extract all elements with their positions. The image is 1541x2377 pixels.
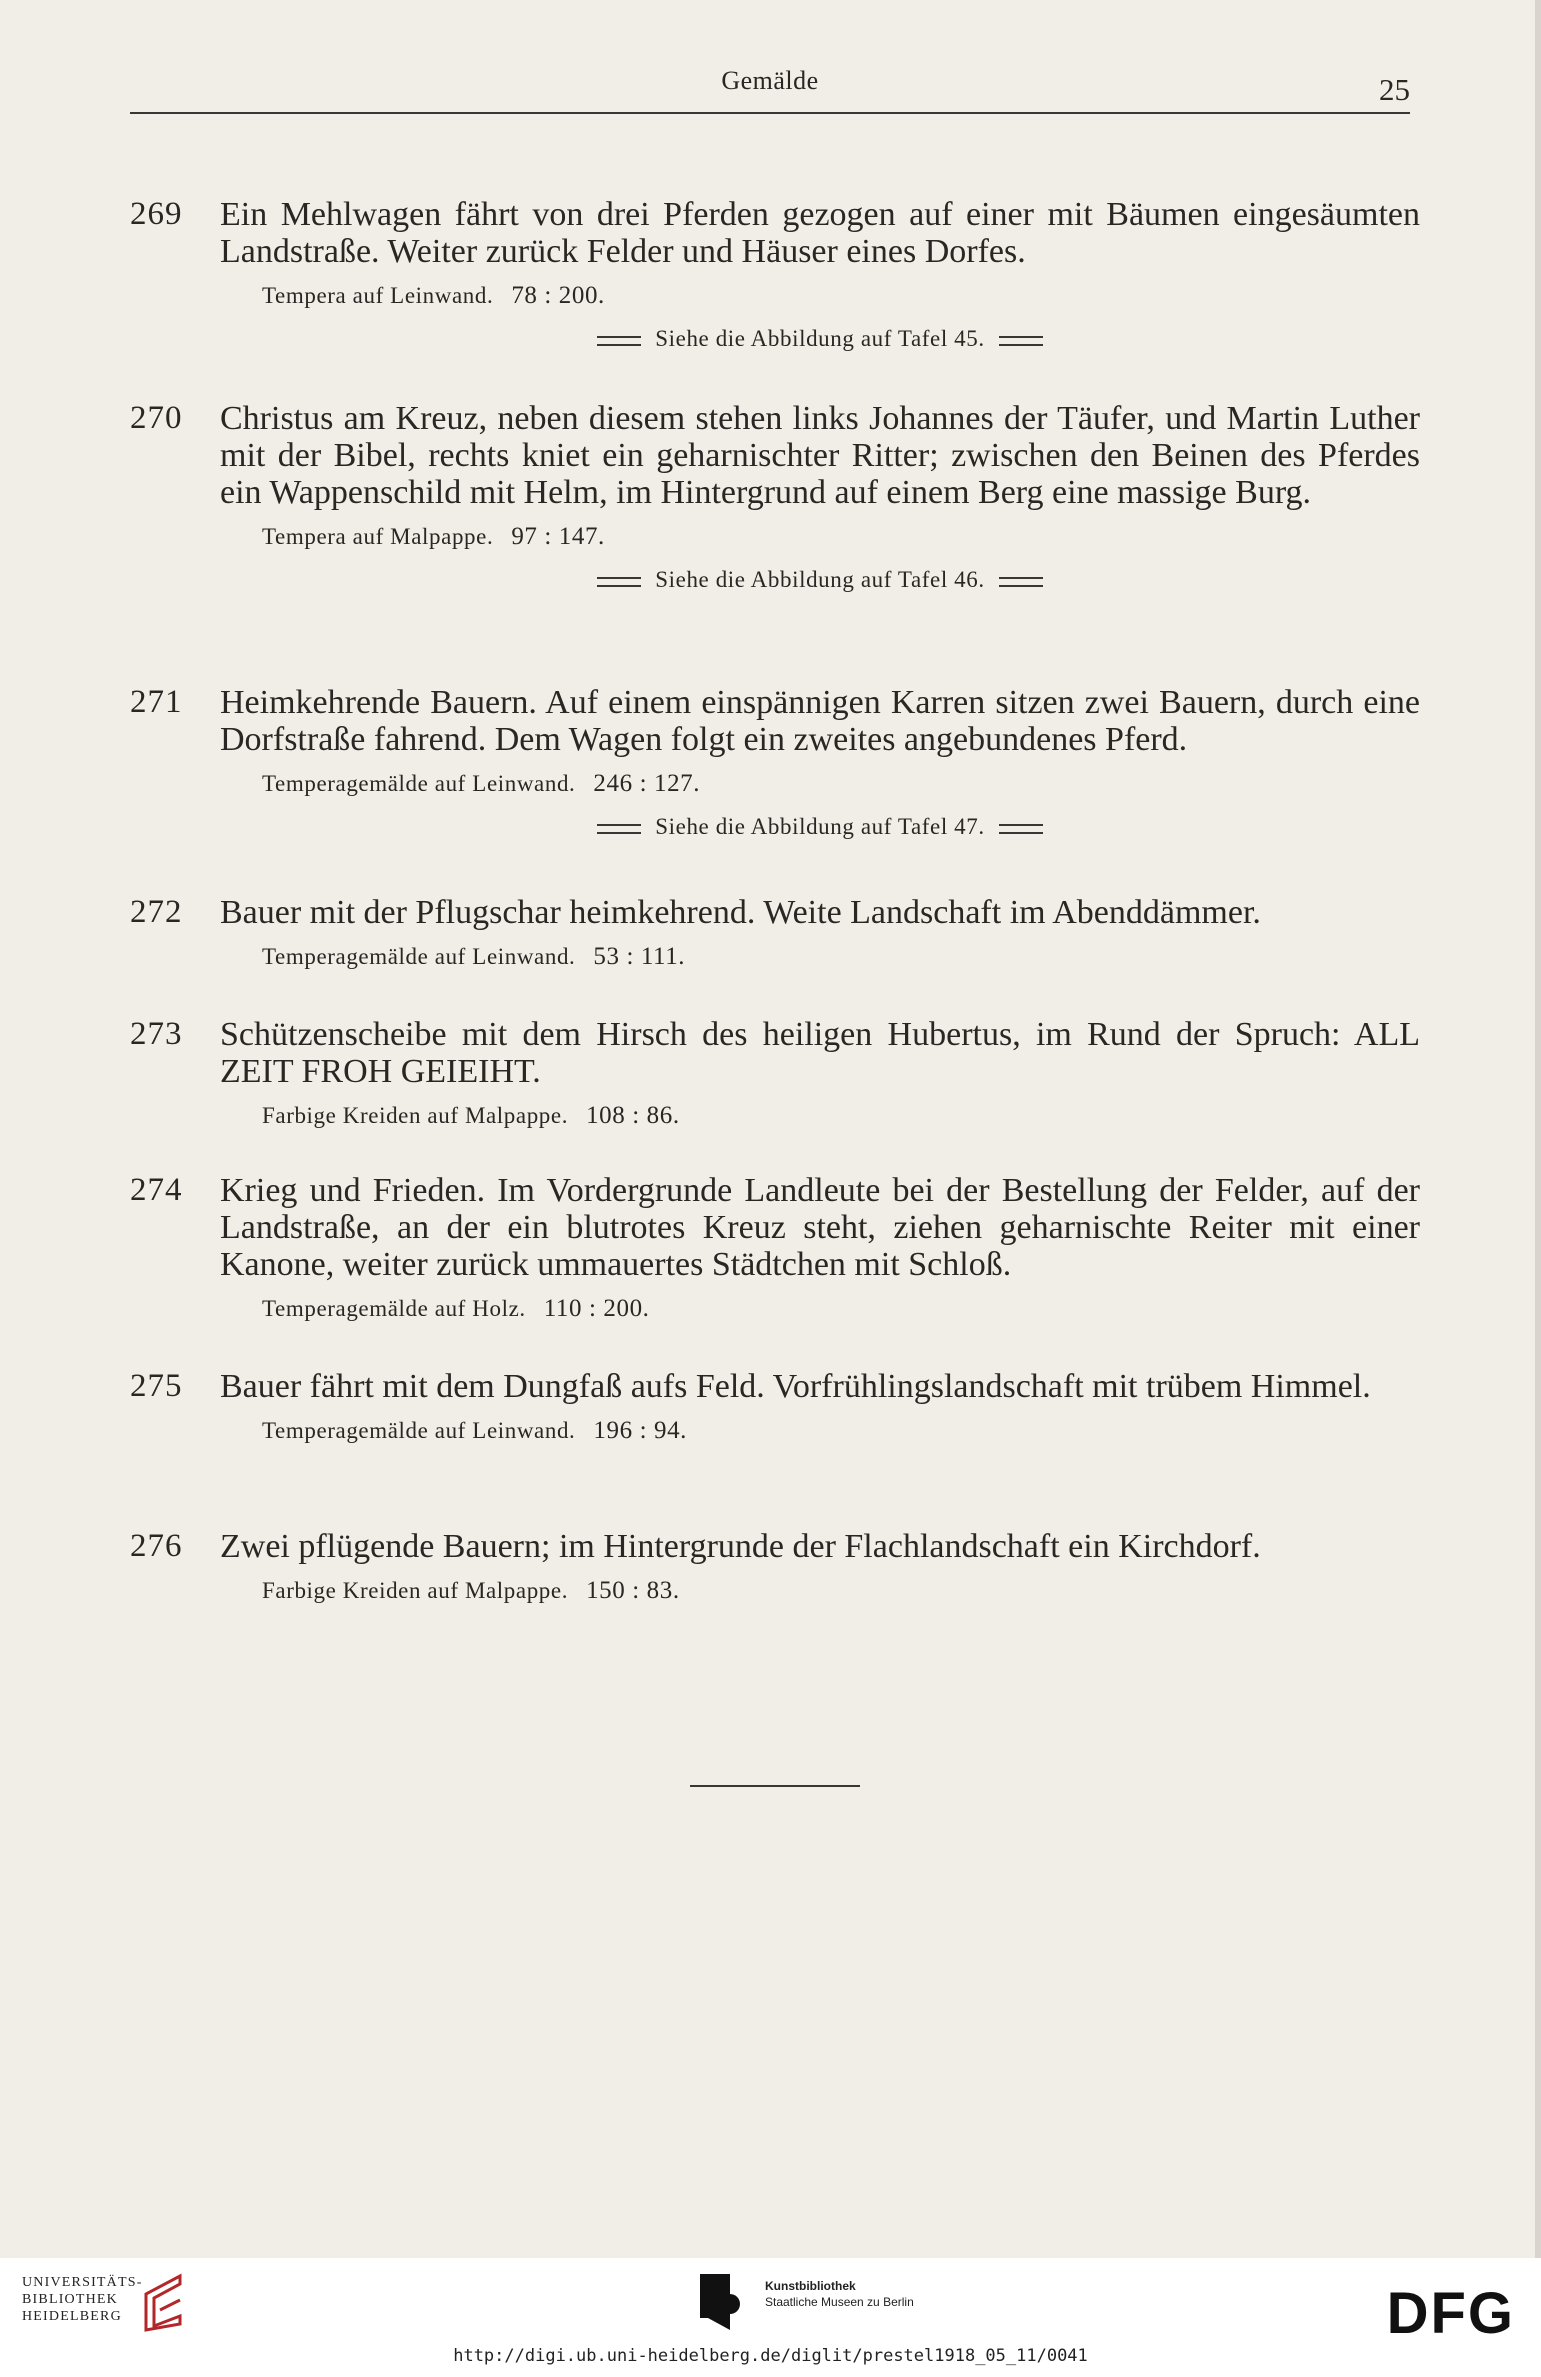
entry-description: Heimkehrende Bauern. Auf einem einspännigen Karren sitzen zwei Bauern, durch eine Dorfstraße fahrend. Dem Wagen folgt ein zweites angebundenes Pferd. — [220, 684, 1420, 758]
entry-number: 272 — [130, 894, 183, 930]
reference-rule-left — [597, 577, 641, 587]
reference-rule-right — [999, 577, 1043, 587]
reference-rule-right — [999, 824, 1043, 834]
entry-number: 271 — [130, 684, 183, 720]
entry-description: Bauer mit der Pflugschar heimkehrend. Weite Landschaft im Abenddämmer. — [220, 894, 1261, 931]
entry-technique-line — [262, 943, 1420, 971]
university-library-logo[interactable] — [22, 2274, 143, 2325]
plate-reference — [130, 814, 1420, 840]
entry-description: Krieg und Frieden. Im Vordergrunde Landleute bei der Bestellung der Felder, auf der Landstraße, an der ein blutrotes Kreuz steht, ziehen geharnischte Reiter mit einer Kanone, weiter zurück ummauertes Städtchen mit Schloß. — [220, 1172, 1420, 1283]
entry-technique-line — [262, 1417, 1420, 1445]
entry-technique: Temperagemälde auf Holz. — [262, 1296, 526, 1321]
entry-technique: Temperagemälde auf Leinwand. — [262, 1418, 576, 1443]
entry-technique-line — [262, 1295, 1420, 1323]
entry-number: 276 — [130, 1528, 183, 1564]
entry-technique: Farbige Kreiden auf Malpappe. — [262, 1103, 569, 1128]
plate-reference — [130, 326, 1420, 352]
end-rule — [690, 1785, 860, 1787]
entry-technique-line — [262, 1102, 1420, 1130]
entry-description: Schützenscheibe mit dem Hirsch des heiligen Hubertus, im Rund der Spruch: ALL ZEIT FROH GEIEIHT. — [220, 1016, 1420, 1090]
entry-description: Ein Mehlwagen fährt von drei Pferden gezogen auf einer mit Bäumen eingesäumten Landstraße. Weiter zurück Felder und Häuser eines Dorfes. — [220, 196, 1420, 270]
entry-technique-line — [262, 770, 1420, 798]
catalog-entry-270 — [130, 400, 1420, 593]
running-head — [130, 66, 1410, 116]
kunstbibliothek-subtitle: Staatliche Museen zu Berlin — [765, 2295, 914, 2309]
digitization-footer — [0, 2258, 1541, 2377]
entry-description: Christus am Kreuz, neben diesem stehen links Johannes der Täufer, und Martin Luther mit der Bibel, rechts kniet ein geharnischter Ritter; zwischen den Beinen des Pferdes ein Wappenschild mit Helm, im Hintergrund auf einem Berg eine massige Burg. — [220, 400, 1420, 511]
plate-reference-text: Siehe die Abbildung auf Tafel 47. — [655, 814, 985, 839]
university-logo-line: HEIDELBERG — [22, 2309, 122, 2324]
university-logo-line: BIBLIOTHEK — [22, 2292, 118, 2307]
entry-number: 274 — [130, 1172, 183, 1208]
entry-number: 273 — [130, 1016, 183, 1052]
entry-number: 269 — [130, 196, 183, 232]
entry-technique: Tempera auf Malpappe. — [262, 524, 494, 549]
catalog-entry-273 — [130, 1016, 1420, 1130]
entry-dimensions: 246 : 127. — [593, 770, 701, 797]
catalog-entry-274 — [130, 1172, 1420, 1323]
entry-dimensions: 196 : 94. — [593, 1417, 688, 1444]
source-url[interactable]: http://digi.ub.uni-heidelberg.de/diglit/prestel1918_05_11/0041 — [453, 2346, 1088, 2366]
entry-dimensions: 108 : 86. — [586, 1102, 680, 1129]
catalog-entry-276 — [130, 1528, 1420, 1605]
entry-technique-line — [262, 282, 1420, 310]
catalog-entry-272 — [130, 894, 1420, 971]
entry-dimensions: 78 : 200. — [511, 282, 605, 309]
entry-technique: Farbige Kreiden auf Malpappe. — [262, 1578, 569, 1603]
page-number: 25 — [1379, 72, 1410, 107]
university-mark-icon — [140, 2270, 188, 2334]
catalog-entry-275 — [130, 1368, 1420, 1445]
entry-number: 270 — [130, 400, 183, 436]
plate-reference — [130, 567, 1420, 593]
entry-technique-line — [262, 1577, 1420, 1605]
reference-rule-left — [597, 336, 641, 346]
reference-rule-left — [597, 824, 641, 834]
entry-dimensions: 150 : 83. — [586, 1577, 680, 1604]
plate-reference-text: Siehe die Abbildung auf Tafel 46. — [655, 567, 985, 592]
running-title: Gemälde — [721, 66, 819, 95]
catalog-entry-271 — [130, 684, 1420, 840]
reference-rule-right — [999, 336, 1043, 346]
kunstbibliothek-logo-icon — [700, 2274, 746, 2330]
entry-technique: Temperagemälde auf Leinwand. — [262, 944, 576, 969]
entry-dimensions: 97 : 147. — [511, 523, 605, 550]
entry-technique-line — [262, 523, 1420, 551]
header-rule — [130, 112, 1410, 114]
catalog-entry-269 — [130, 196, 1420, 352]
entry-technique: Tempera auf Leinwand. — [262, 283, 494, 308]
entry-description: Zwei pflügende Bauern; im Hintergrunde der Flachlandschaft ein Kirchdorf. — [220, 1528, 1261, 1565]
entry-technique: Temperagemälde auf Leinwand. — [262, 771, 576, 796]
dfg-logo[interactable]: DFG — [1386, 2281, 1515, 2346]
entry-dimensions: 110 : 200. — [543, 1295, 650, 1322]
entry-dimensions: 53 : 111. — [593, 943, 686, 970]
plate-reference-text: Siehe die Abbildung auf Tafel 45. — [655, 326, 985, 351]
entry-number: 275 — [130, 1368, 183, 1404]
kunstbibliothek-label[interactable] — [765, 2278, 914, 2310]
kunstbibliothek-title: Kunstbibliothek — [765, 2279, 856, 2293]
entry-description: Bauer fährt mit dem Dungfaß aufs Feld. Vorfrühlingslandschaft mit trübem Himmel. — [220, 1368, 1371, 1405]
university-logo-line: UNIVERSITÄTS- — [22, 2275, 143, 2290]
